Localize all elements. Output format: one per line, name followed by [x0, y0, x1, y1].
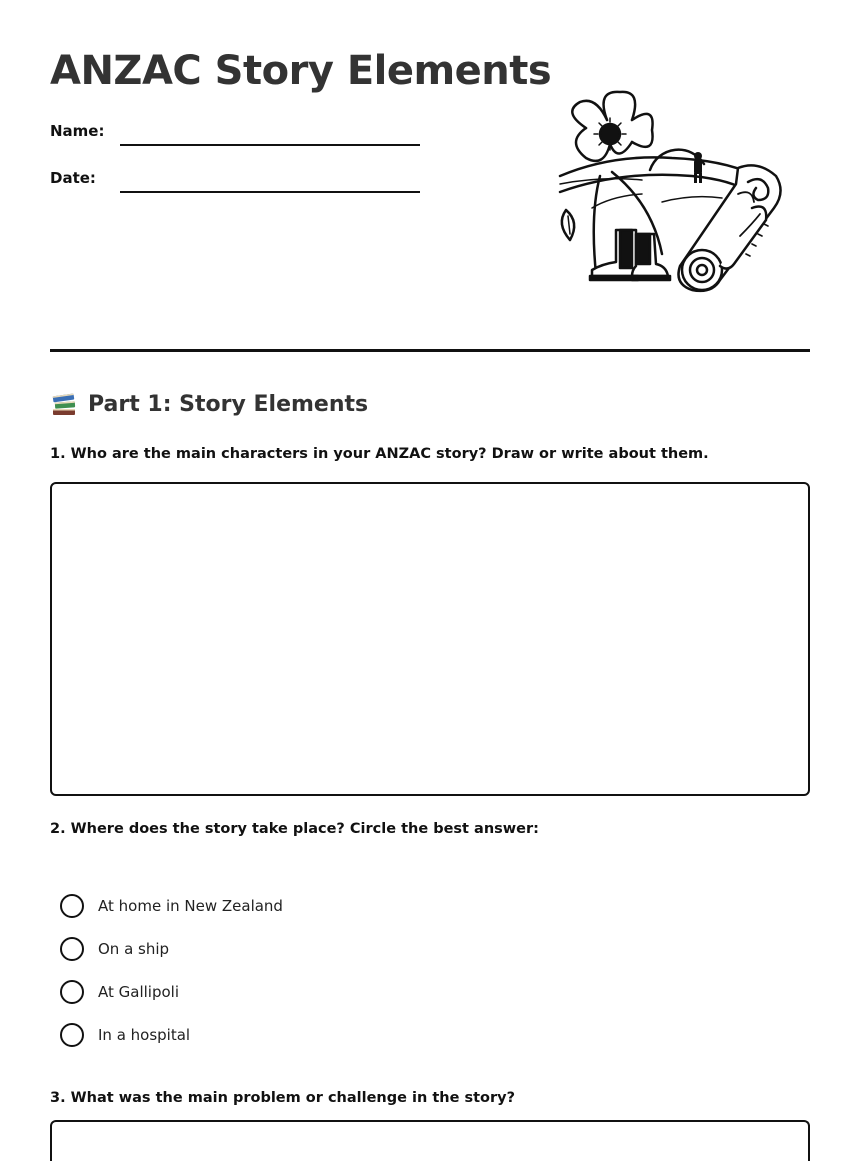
option-circle-icon[interactable]	[60, 980, 84, 1004]
option-label: On a ship	[98, 939, 170, 958]
anzac-poppy-illustration-icon	[552, 84, 788, 300]
option-label: At Gallipoli	[98, 982, 179, 1001]
name-label: Name:	[50, 122, 105, 140]
date-input-line[interactable]	[120, 191, 420, 193]
question-2-options	[60, 884, 283, 1056]
date-label: Date:	[50, 169, 96, 187]
name-field	[50, 122, 430, 152]
option-gallipoli[interactable]	[60, 970, 283, 1013]
date-field	[50, 169, 430, 199]
question-3: 3. What was the main problem or challenge in the story?	[50, 1090, 516, 1106]
name-input-line[interactable]	[120, 144, 420, 146]
option-circle-icon[interactable]	[60, 937, 84, 961]
question-1-answer-box[interactable]	[50, 482, 810, 796]
section-divider	[50, 349, 810, 352]
part1-heading	[50, 388, 368, 420]
books-icon	[50, 390, 78, 418]
option-circle-icon[interactable]	[60, 1023, 84, 1047]
part1-heading-text: Part 1: Story Elements	[88, 391, 369, 417]
question-2: 2. Where does the story take place? Circle the best answer:	[50, 821, 539, 837]
option-hospital[interactable]	[60, 1013, 283, 1056]
option-home-new-zealand[interactable]	[60, 884, 283, 927]
option-circle-icon[interactable]	[60, 894, 84, 918]
option-label: In a hospital	[98, 1025, 191, 1044]
option-ship[interactable]	[60, 927, 283, 970]
question-1: 1. Who are the main characters in your ANZAC story? Draw or write about them.	[50, 446, 709, 462]
option-label: At home in New Zealand	[98, 896, 283, 915]
question-3-answer-box[interactable]	[50, 1120, 810, 1161]
page-title: ANZAC Story Elements	[50, 48, 552, 94]
